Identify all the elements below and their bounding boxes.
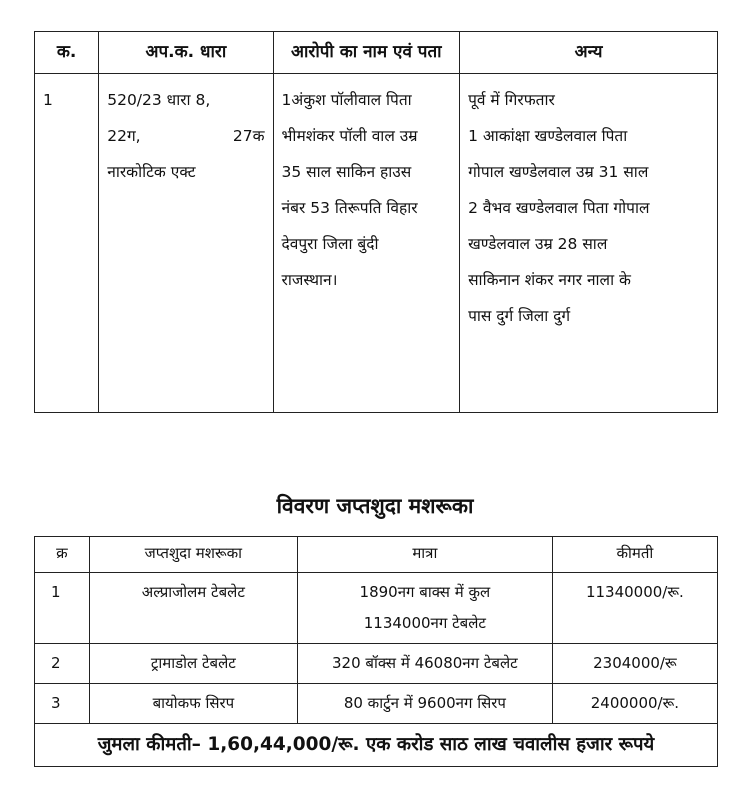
accused-line: भीमशंकर पॉली वाल उम्र	[281, 127, 418, 145]
row-item: ट्रामाडोल टेबलेट	[89, 644, 297, 684]
header-other: अन्य	[460, 32, 718, 74]
other-line: गोपाल खण्डेलवाल उम्र 31 साल	[468, 163, 649, 181]
row-serial: 3	[35, 684, 90, 724]
row-serial: 2	[35, 644, 90, 684]
row-serial: 1	[35, 573, 90, 644]
seizure-table	[34, 536, 718, 767]
case-table-header-row	[35, 32, 718, 74]
case-other-cell	[460, 74, 718, 413]
section-line: 520/23 धारा 8,	[107, 91, 211, 109]
header-serial: क्र	[35, 537, 90, 573]
quantity-line: 80 कार्टुन में 9600नग सिरप	[343, 694, 506, 712]
seizure-row	[35, 573, 718, 644]
case-accused-cell	[273, 74, 460, 413]
header-serial: क.	[35, 32, 99, 74]
row-quantity	[297, 573, 552, 644]
header-item: जप्तशुदा मशरूका	[89, 537, 297, 573]
seizure-row	[35, 684, 718, 724]
case-serial: 1	[35, 74, 99, 413]
accused-line: नंबर 53 तिरूपति विहार	[281, 199, 418, 217]
row-value: 2400000/रू.	[552, 684, 717, 724]
case-table-row	[35, 74, 718, 413]
total-value-text: जुमला कीमती– 1,60,44,000/रू. एक करोड साठ लाख चवालीस हजार रूपये	[35, 724, 718, 767]
case-table	[34, 31, 718, 413]
accused-line: 1अंकुश पॉलीवाल पिता	[281, 91, 412, 109]
quantity-line: 1134000नग टेबलेट	[363, 614, 486, 632]
other-line: 1 आकांक्षा खण्डेलवाल पिता	[468, 127, 628, 145]
header-accused: आरोपी का नाम एवं पता	[273, 32, 460, 74]
row-quantity	[297, 644, 552, 684]
row-value: 11340000/रू.	[552, 573, 717, 644]
other-line: पूर्व में गिरफतार	[468, 91, 555, 109]
other-line: खण्डेलवाल उम्र 28 साल	[468, 235, 608, 253]
row-item: अल्प्राजोलम टेबलेट	[89, 573, 297, 644]
case-section-cell	[99, 74, 273, 413]
section-line: 22ग, 27क	[107, 127, 265, 145]
quantity-line: 320 बॉक्स में 46080नग टेबलेट	[332, 654, 518, 672]
header-quantity: मात्रा	[297, 537, 552, 573]
row-quantity	[297, 684, 552, 724]
section-line: नारकोटिक एक्ट	[107, 163, 196, 181]
header-section: अप.क. धारा	[99, 32, 273, 74]
quantity-line: 1890नग बाक्स में कुल	[359, 583, 491, 601]
accused-line: देवपुरा जिला बुंदी	[281, 235, 379, 253]
row-item: बायोकफ सिरप	[89, 684, 297, 724]
seizure-total-row	[35, 724, 718, 767]
seizure-row	[35, 644, 718, 684]
header-value: कीमती	[552, 537, 717, 573]
other-line: 2 वैभव खण्डेलवाल पिता गोपाल	[468, 199, 650, 217]
accused-line: राजस्थान।	[281, 271, 338, 289]
row-value: 2304000/रू	[552, 644, 717, 684]
accused-line: 35 साल साकिन हाउस	[281, 163, 412, 181]
seizure-heading: विवरण जप्तशुदा मशरूका	[276, 494, 474, 518]
other-line: पास दुर्ग जिला दुर्ग	[468, 307, 571, 325]
other-line: साकिनान शंकर नगर नाला के	[468, 271, 631, 289]
seizure-header-row	[35, 537, 718, 573]
